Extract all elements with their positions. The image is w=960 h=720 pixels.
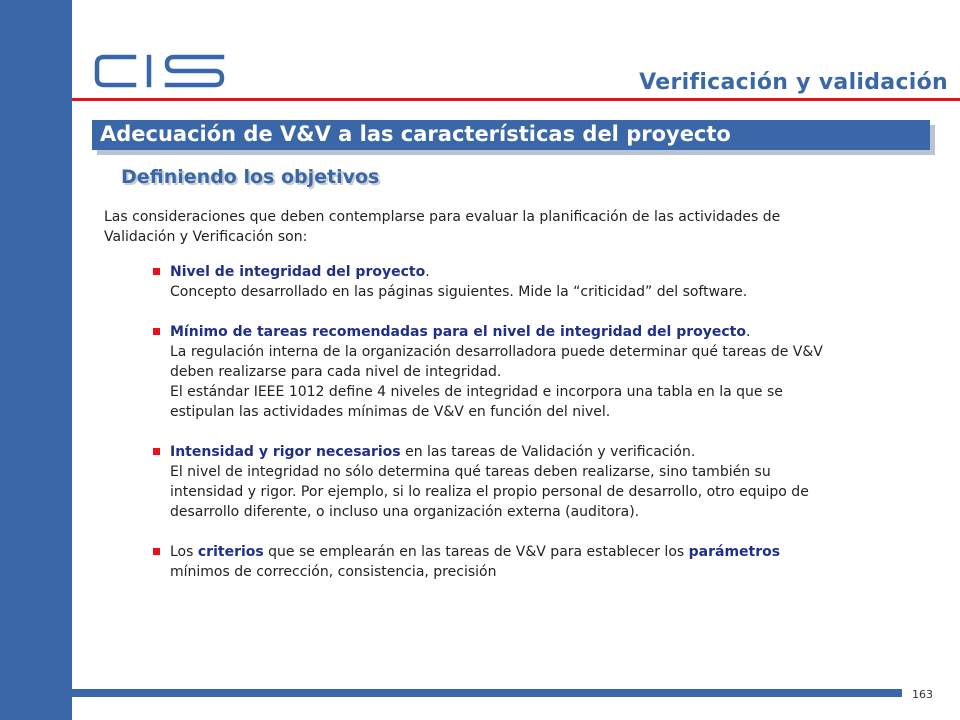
bullet-square-icon xyxy=(153,548,160,555)
bullet-text-line: mínimos de corrección, consistencia, precisión xyxy=(170,564,497,580)
bullet-keyword: parámetros xyxy=(688,544,781,560)
bullet-keyword: Nivel de integridad del proyecto xyxy=(170,264,426,280)
bullet-text-line: intensidad y rigor. Por ejemplo, si lo realiza el propio personal de desarrollo, otro equipo de xyxy=(170,484,809,500)
intro-line: Validación y Verificación son: xyxy=(104,229,308,245)
page-number: 163 xyxy=(912,688,933,701)
header-divider xyxy=(72,98,960,101)
bullet-square-icon xyxy=(153,268,160,275)
bullet-heading-line xyxy=(170,262,920,282)
bullet-heading-line xyxy=(170,322,920,342)
bullet-keyword: Intensidad y rigor necesarios xyxy=(170,444,401,460)
objectives-list xyxy=(150,262,920,602)
bullet-text-line: estipulan las actividades mínimas de V&V en función del nivel. xyxy=(170,404,611,420)
bullet-heading-suffix: . xyxy=(746,324,751,340)
bullet-heading-suffix: en las tareas de Validación y verificación. xyxy=(400,444,696,460)
list-item xyxy=(150,542,920,582)
section-title: Adecuación de V&V a las características del proyecto xyxy=(100,122,731,146)
bottom-decorative-bar xyxy=(72,689,902,697)
left-decorative-bar xyxy=(0,0,72,720)
bullet-keyword: criterios xyxy=(197,544,264,560)
bullet-text-line: La regulación interna de la organización desarrolladora puede determinar qué tareas de V&V xyxy=(170,344,823,360)
bullet-text-line: deben realizarse para cada nivel de integridad. xyxy=(170,364,502,380)
bullet-heading-line xyxy=(170,442,920,462)
list-item xyxy=(150,322,920,422)
bullet-text-line: Concepto desarrollado en las páginas siguientes. Mide la “criticidad” del software. xyxy=(170,284,748,300)
section-banner xyxy=(92,120,930,150)
bullet-square-icon xyxy=(153,328,160,335)
cis-logo xyxy=(94,53,226,89)
section-subtitle: Definiendo los objetivos xyxy=(121,166,380,188)
bullet-middle-text: que se emplearán en las tareas de V&V para establecer los xyxy=(263,544,689,560)
bullet-text-line: El estándar IEEE 1012 define 4 niveles de integridad e incorpora una tabla en la que se xyxy=(170,384,783,400)
bullet-square-icon xyxy=(153,448,160,455)
bullet-heading-line xyxy=(170,542,920,562)
bullet-text-line: El nivel de integridad no sólo determina qué tareas deben realizarse, sino también su xyxy=(170,464,771,480)
presentation-title: Verificación y validación xyxy=(639,70,948,95)
list-item xyxy=(150,442,920,522)
list-item xyxy=(150,262,920,302)
intro-line: Las consideraciones que deben contemplarse para evaluar la planificación de las actividades de xyxy=(104,209,781,225)
intro-paragraph xyxy=(104,207,894,247)
bullet-keyword: Mínimo de tareas recomendadas para el nivel de integridad del proyecto xyxy=(170,324,746,340)
bullet-heading-suffix: . xyxy=(425,264,430,280)
bullet-text-line: desarrollo diferente, o incluso una organización externa (auditora). xyxy=(170,504,640,520)
bullet-prefix: Los xyxy=(170,544,198,560)
